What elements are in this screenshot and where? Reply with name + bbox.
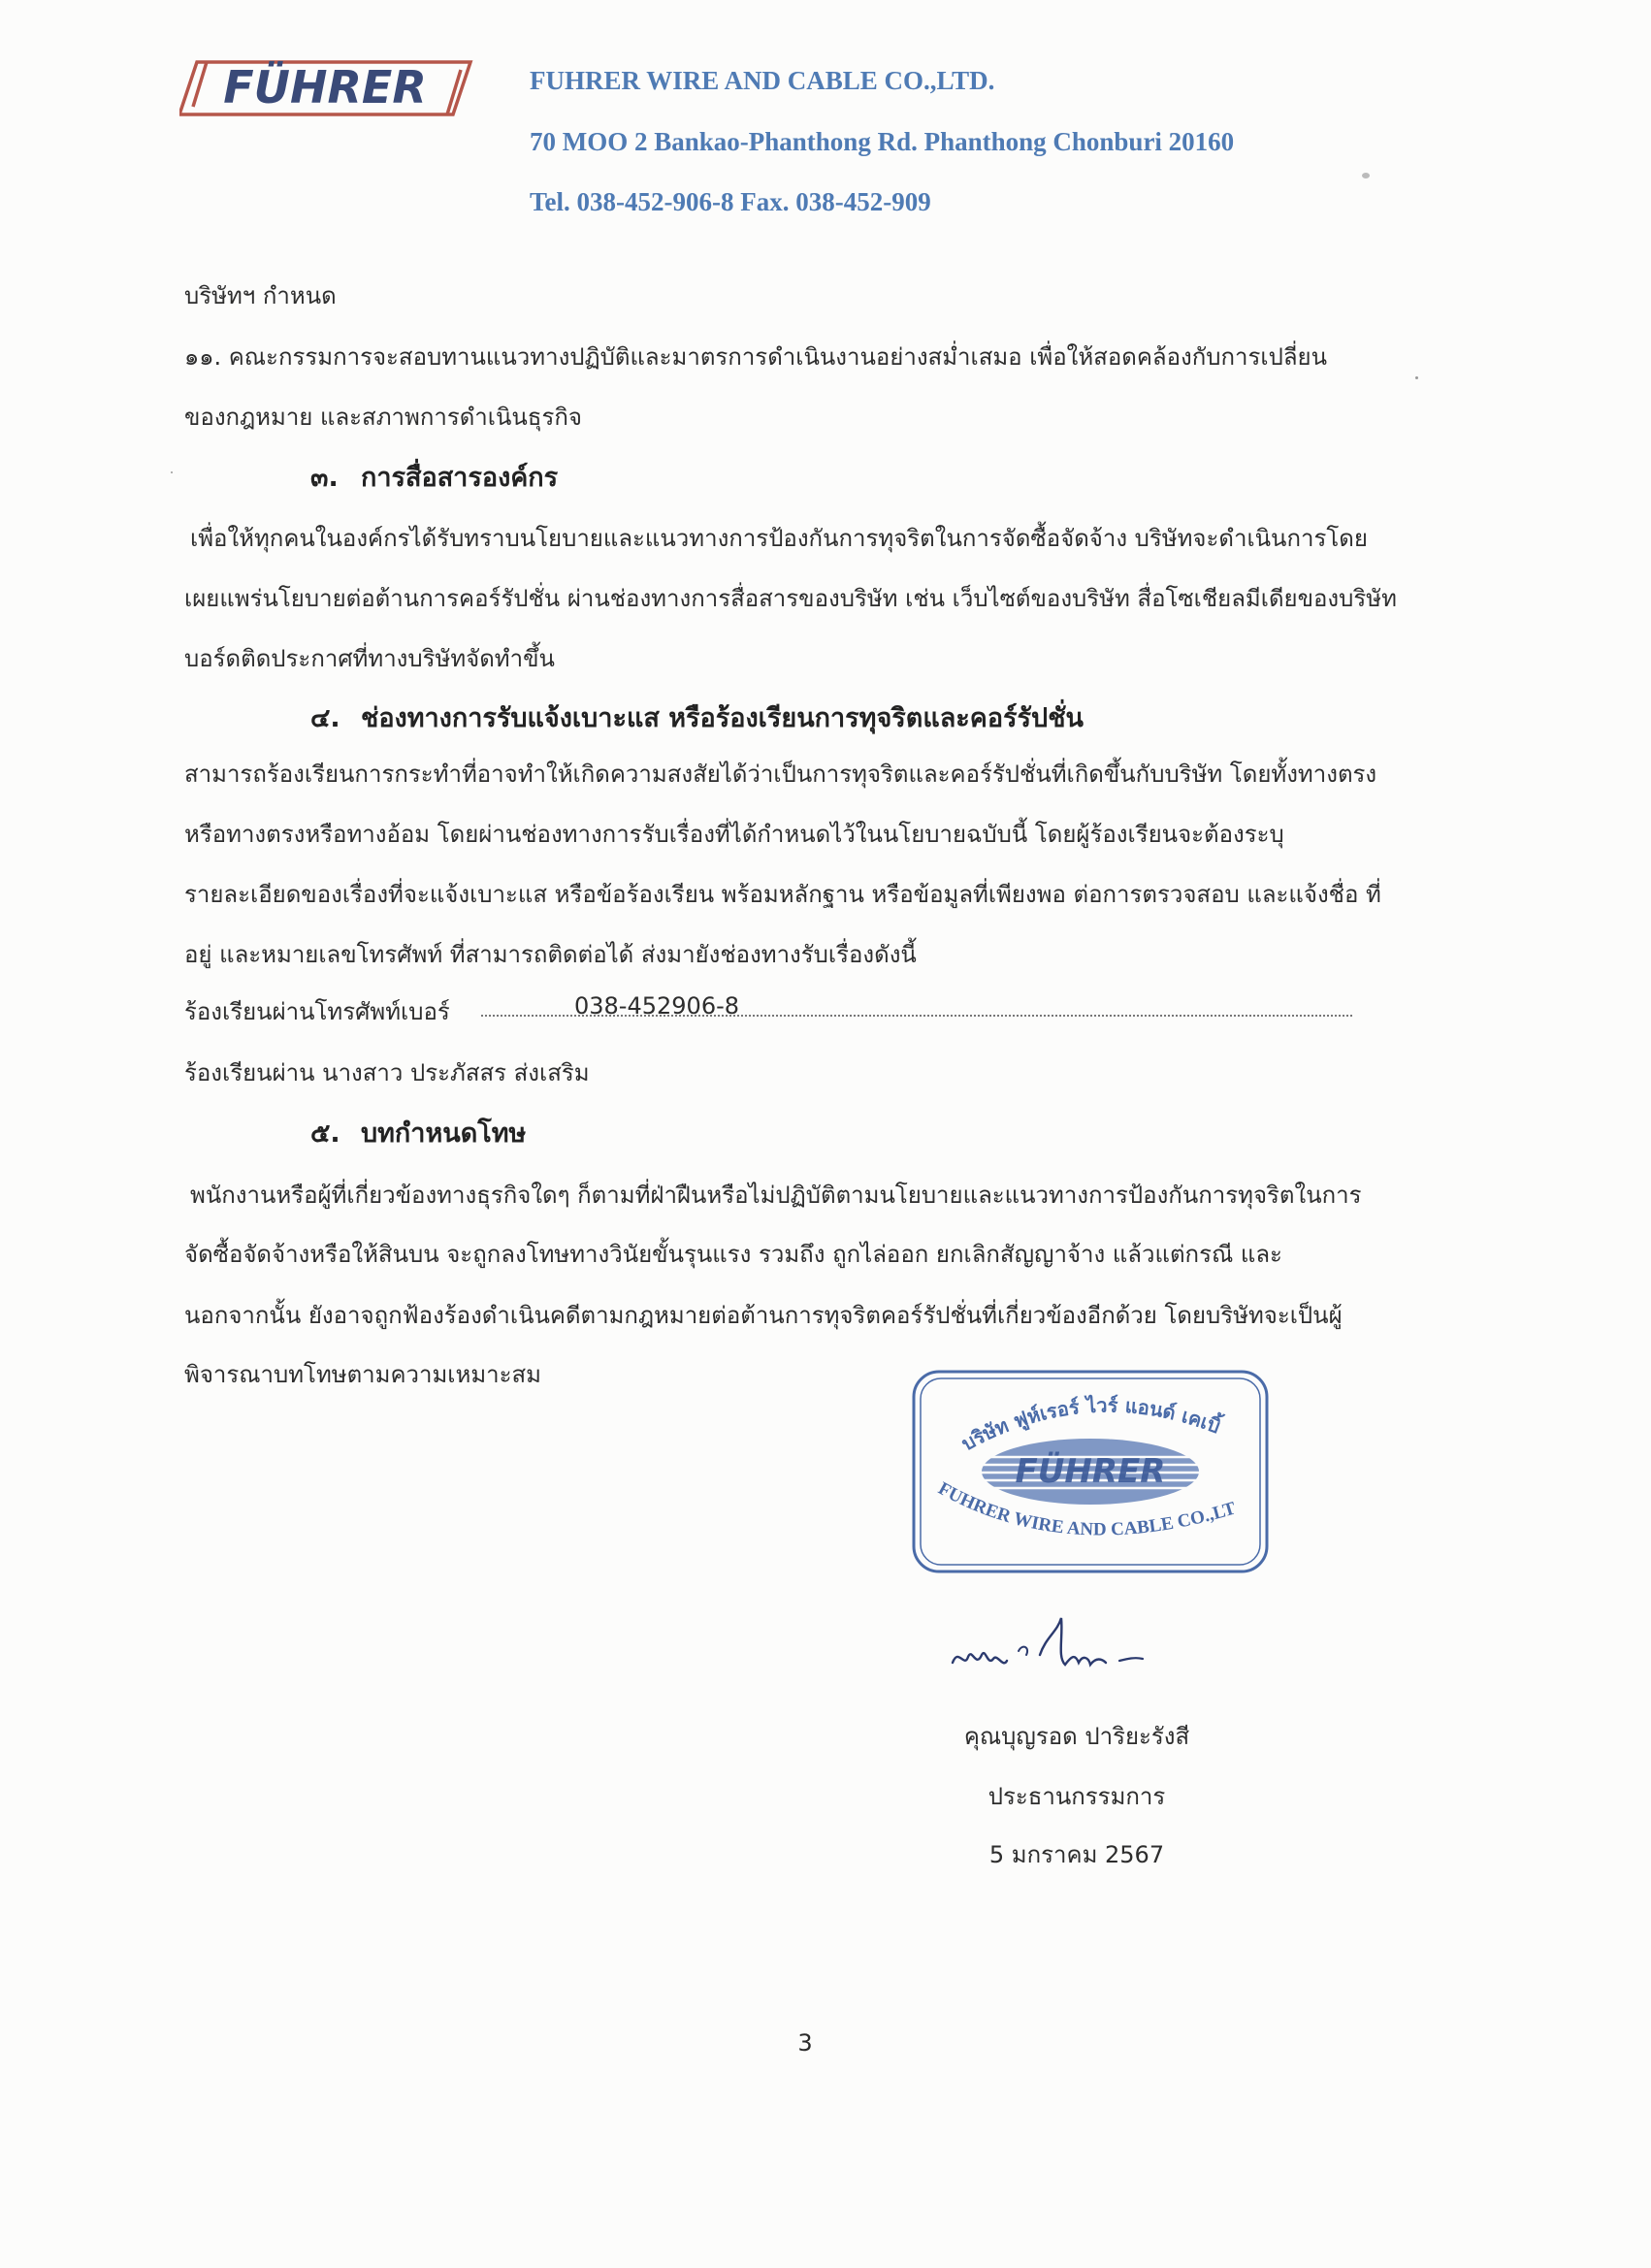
- scan-speck: [171, 471, 173, 473]
- stamp-center-text: FÜHRER: [1015, 1452, 1166, 1491]
- stamp-bottom-text: FUHRER WIRE AND CABLE CO.,LT: [934, 1478, 1239, 1540]
- clause-11-line-2: ของกฎหมาย และสภาพการดำเนินธุรกิจ: [184, 404, 582, 431]
- company-address: 70 MOO 2 Bankao-Phanthong Rd. Phanthong Chonburi 20160: [530, 127, 1235, 156]
- section-4-heading: [310, 697, 1084, 738]
- section-3-line-2: เผยแพร่นโยบายต่อต้านการคอร์รัปชั่น ผ่านช่องทางการสื่อสารของบริษัท เช่น เว็บไซต์ของบริษัท สื่อโซเชียลมีเดียของบริษัท: [184, 585, 1397, 612]
- signature-graphic: [949, 1608, 1182, 1686]
- page-number: 3: [797, 2029, 813, 2057]
- stamp-top-text: บริษัท ฟูห์เรอร์ ไวร์ แอนด์ เคเบิ้: [957, 1393, 1224, 1456]
- company-name: FUHRER WIRE AND CABLE CO.,LTD.: [530, 66, 995, 95]
- company-stamp: [910, 1368, 1271, 1579]
- section-5-number: ๕.: [310, 1118, 340, 1149]
- section-4-line-2: หรือทางตรงหรือทางอ้อม โดยผ่านช่องทางการรับเรื่องที่ได้กำหนดไว้ในนโยบายฉบับนี้ โดยผู้ร้องเรียนจะต้องระบุ: [184, 821, 1284, 848]
- section-3-title: การสื่อสารองค์กร: [361, 463, 559, 493]
- section-4-title: ช่องทางการรับแจ้งเบาะแส หรือร้องเรียนการทุจริตและคอร์รัปชั่น: [361, 703, 1084, 733]
- section-5-line-4: พิจารณาบทโทษตามความเหมาะสม: [184, 1361, 541, 1388]
- intro-line: บริษัทฯ กำหนด: [184, 282, 337, 309]
- section-5-heading: [310, 1112, 526, 1153]
- phone-value: 038-452906-8: [574, 992, 740, 1020]
- signature-date: 5 มกราคม 2567: [988, 1841, 1165, 1868]
- company-logo: [179, 58, 480, 118]
- stamp-graphic: [910, 1368, 1271, 1575]
- section-3-line-1: เพื่อให้ทุกคนในองค์กรได้รับทราบนโยบายและแนวทางการป้องกันการทุจริตในการจัดซื้อจัดจ้าง บริษัทจะดำเนินการโดย: [190, 525, 1368, 552]
- section-5-title: บทกำหนดโทษ: [361, 1118, 527, 1149]
- section-5-line-2: จัดซื้อจัดจ้างหรือให้สินบน จะถูกลงโทษทางวินัยขั้นรุนแรง รวมถึง ถูกไล่ออก ยกเลิกสัญญาจ้าง แล้วแต่กรณี และ: [184, 1241, 1282, 1268]
- logo-graphic: [179, 58, 480, 118]
- contact-person: ร้องเรียนผ่าน นางสาว ประภัสสร ส่งเสริม: [184, 1059, 590, 1086]
- section-3-line-3: บอร์ดติดประกาศที่ทางบริษัทจัดทำขึ้น: [184, 645, 555, 672]
- section-5-line-1: พนักงานหรือผู้ที่เกี่ยวข้องทางธุรกิจใดๆ ก็ตามที่ฝ่าฝืนหรือไม่ปฏิบัติตามนโยบายและแนวทางการป้องกันการทุจริตในการ: [190, 1182, 1362, 1209]
- logo-text: FÜHRER: [223, 61, 427, 113]
- section-3-number: ๓.: [310, 463, 339, 493]
- section-4-line-1: สามารถร้องเรียนการกระทำที่อาจทำให้เกิดความสงสัยได้ว่าเป็นการทุจริตและคอร์รัปชั่นที่เกิดขึ้นกับบริษัท โดยทั้งทางตรง: [184, 761, 1377, 788]
- scan-speck: [1415, 376, 1418, 379]
- signer-name: คุณบุญรอด ปาริยะรังสี: [963, 1723, 1190, 1750]
- section-4-number: ๔.: [310, 703, 340, 733]
- section-5-line-3: นอกจากนั้น ยังอาจถูกฟ้องร้องดำเนินคดีตามกฎหมายต่อต้านการทุจริตคอร์รัปชั่นที่เกี่ยวข้องอีกด้วย โดยบริษัทจะเป็นผู้: [184, 1302, 1343, 1329]
- section-3-heading: [310, 456, 558, 498]
- section-4-line-4: อยู่ และหมายเลขโทรศัพท์ ที่สามารถติดต่อได้ ส่งมายังช่องทางรับเรื่องดังนี้: [184, 941, 917, 968]
- signer-title: ประธานกรรมการ: [987, 1783, 1166, 1810]
- company-contact: Tel. 038-452-906-8 Fax. 038-452-909: [530, 187, 931, 216]
- handwritten-signature: [949, 1608, 1182, 1690]
- section-4-line-3: รายละเอียดของเรื่องที่จะแจ้งเบาะแส หรือข้อร้องเรียน พร้อมหลักฐาน หรือข้อมูลที่เพียงพอ ต่อการตรวจสอบ และแจ้งชื่อ ที่: [184, 881, 1381, 908]
- clause-11-line-1: ๑๑. คณะกรรมการจะสอบทานแนวทางปฏิบัติและมาตรการดำเนินงานอย่างสม่ำเสมอ เพื่อให้สอดคล้องกับการเปลี่ยน: [184, 343, 1328, 371]
- phone-label: ร้องเรียนผ่านโทรศัพท์เบอร์: [184, 998, 450, 1025]
- scan-speck: [1362, 173, 1370, 178]
